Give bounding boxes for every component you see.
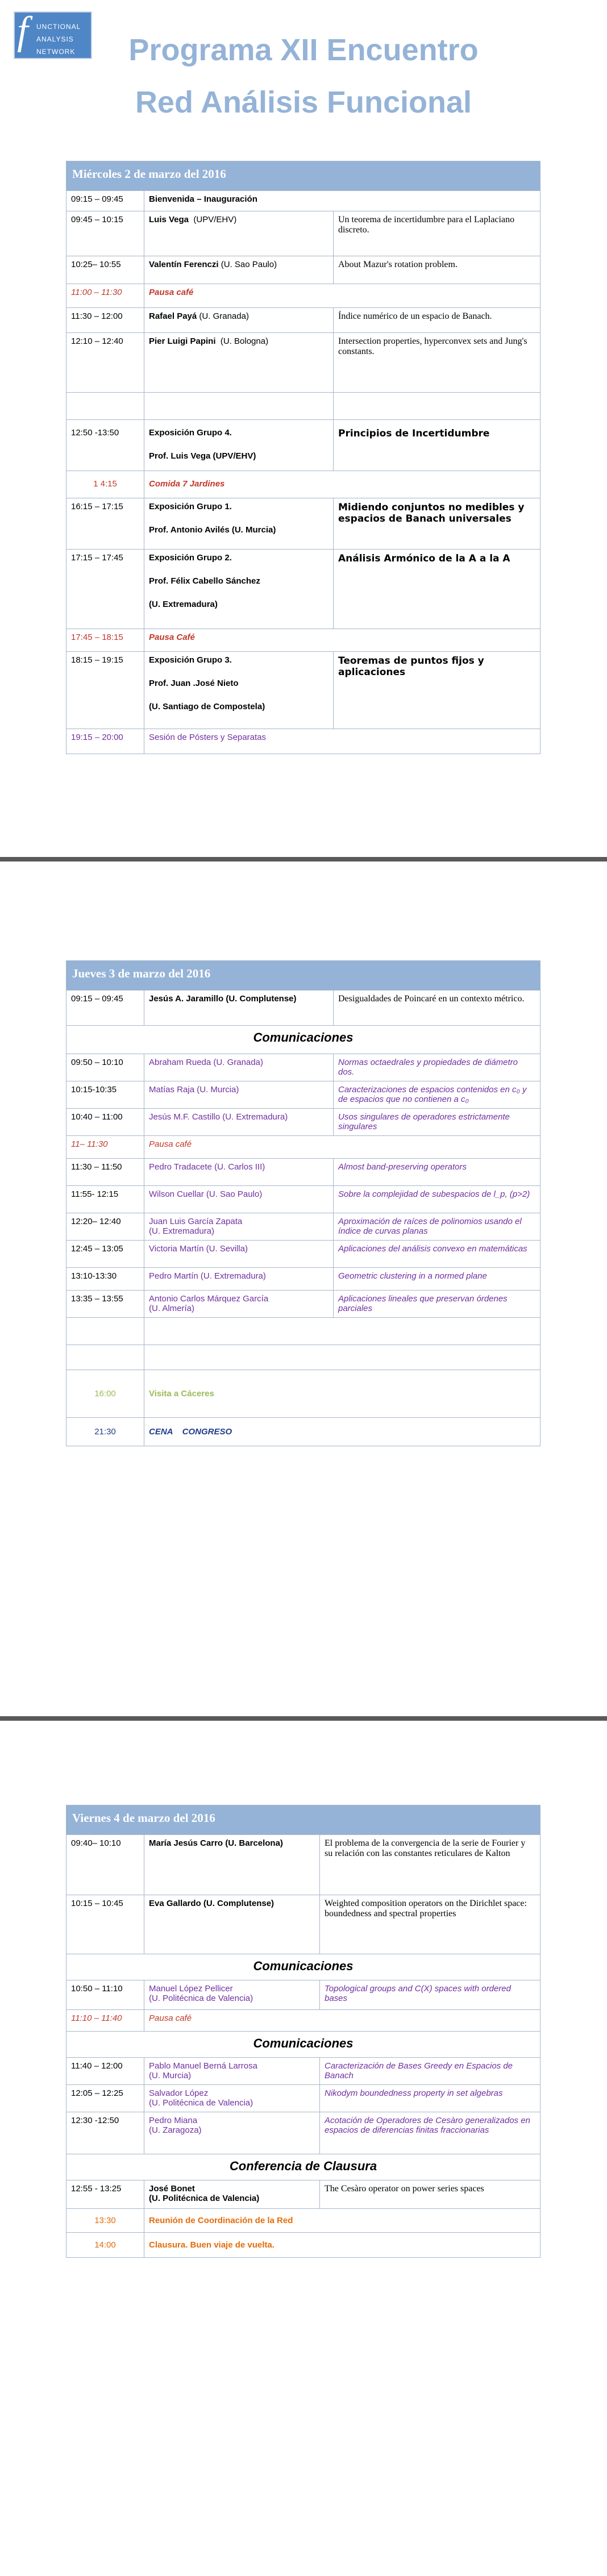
table-cell bbox=[144, 2058, 320, 2085]
table-cell: Midiendo conjuntos no medibles y espacios de Banach universales bbox=[334, 498, 541, 550]
text: (U. Extremadura) bbox=[149, 1226, 215, 1236]
table-cell: Análisis Armónico de la A a la A bbox=[334, 550, 541, 629]
table-cell bbox=[144, 1345, 541, 1370]
text: (UPV/EHV) bbox=[193, 215, 237, 224]
text: (U. Extremadura) bbox=[149, 600, 218, 609]
text: ANALYSIS bbox=[36, 35, 74, 43]
table-cell bbox=[144, 308, 334, 333]
table-row bbox=[66, 652, 541, 729]
table-row bbox=[66, 1186, 541, 1213]
table-cell: 11:30 – 12:00 bbox=[66, 308, 144, 333]
table-cell: 11:40 – 12:00 bbox=[66, 2058, 144, 2085]
table-cell: 19:15 – 20:00 bbox=[66, 729, 144, 754]
table-cell: Victoria Martín (U. Sevilla) bbox=[144, 1241, 334, 1268]
table-cell: Weighted composition operators on the Dirichlet space: boundedness and spectral properties bbox=[320, 1895, 541, 1954]
table-row bbox=[66, 1136, 541, 1159]
table-cell bbox=[144, 256, 334, 284]
text: (U. Bologna) bbox=[220, 336, 269, 346]
table-cell: 21:30 bbox=[66, 1418, 144, 1446]
table-cell bbox=[144, 420, 334, 471]
table-cell: Pausa Café bbox=[144, 629, 541, 652]
table-cell: 11:30 – 11:50 bbox=[66, 1159, 144, 1186]
table-row bbox=[66, 1054, 541, 1081]
section-heading: Conferencia de Clausura bbox=[66, 2154, 541, 2180]
table-cell: Wilson Cuellar (U. Sao Paulo) bbox=[144, 1186, 334, 1213]
table-cell: 09:45 – 10:15 bbox=[66, 211, 144, 256]
table-cell: 12:45 – 13:05 bbox=[66, 1241, 144, 1268]
table-cell bbox=[144, 2112, 320, 2154]
text: (U. Politécnica de Valencia) bbox=[149, 2098, 253, 2108]
text bbox=[66, 961, 541, 1446]
text: Pablo Manuel Berná Larrosa bbox=[149, 2061, 257, 2071]
page-separator bbox=[0, 857, 607, 862]
table-cell bbox=[144, 333, 334, 393]
table-cell: Jesús A. Jaramillo (U. Complutense) bbox=[144, 991, 334, 1026]
table-cell bbox=[144, 1980, 320, 2010]
text: Rafael Payá bbox=[149, 311, 197, 321]
text: Juan Luis García Zapata bbox=[149, 1217, 243, 1226]
table-cell: Topological groups and C(X) spaces with ordered bases bbox=[320, 1980, 541, 2010]
section-heading: Comunicaciones bbox=[66, 1954, 541, 1980]
table-cell: Normas octaedrales y propiedades de diámetro dos. bbox=[334, 1054, 541, 1081]
table-cell: Intersection properties, hyperconvex sets and Jung's constants. bbox=[334, 333, 541, 393]
day-header: Viernes 4 de marzo del 2016 bbox=[66, 1805, 541, 1835]
text: (U. Politécnica de Valencia) bbox=[149, 2194, 260, 2203]
table-row bbox=[66, 284, 541, 308]
table-row bbox=[66, 2010, 541, 2032]
table-cell: Bienvenida – Inauguración bbox=[144, 191, 541, 211]
table-cell: Aproximación de raíces de polinomios usando el índice de curvas planas bbox=[334, 1213, 541, 1241]
table-cell: Pedro Tradacete (U. Carlos III) bbox=[144, 1159, 334, 1186]
table-cell: 10:15 – 10:45 bbox=[66, 1895, 144, 1954]
table-cell bbox=[144, 1291, 334, 1318]
table-row bbox=[66, 1835, 541, 1895]
table-row bbox=[66, 333, 541, 393]
table-row bbox=[66, 1026, 541, 1054]
table-cell: Teoremas de puntos fijos y aplicaciones bbox=[334, 652, 541, 729]
text: (U. Sao Paulo) bbox=[221, 260, 277, 269]
table-cell: 11:00 – 11:30 bbox=[66, 284, 144, 308]
table-cell: Jesús M.F. Castillo (U. Extremadura) bbox=[144, 1109, 334, 1136]
table-cell: 12:10 – 12:40 bbox=[66, 333, 144, 393]
text: (U. Santiago de Compostela) bbox=[149, 702, 265, 711]
table-cell: About Mazur's rotation problem. bbox=[334, 256, 541, 284]
table-cell: El problema de la convergencia de la serie de Fourier y su relación con las constantes reticulares de Kalton bbox=[320, 1835, 541, 1895]
table-row bbox=[66, 991, 541, 1026]
table-row bbox=[66, 1109, 541, 1136]
table-cell: 12:50 -13:50 bbox=[66, 420, 144, 471]
page-title-line-1: Programa XII Encuentro bbox=[128, 33, 479, 67]
table-row bbox=[66, 1081, 541, 1109]
text: (U. Almería) bbox=[149, 1304, 195, 1313]
text: Prof. Luis Vega (UPV/EHV) bbox=[149, 451, 256, 461]
text: (U. Zaragoza) bbox=[149, 2125, 202, 2135]
table-row bbox=[66, 211, 541, 256]
table-cell: 17:15 – 17:45 bbox=[66, 550, 144, 629]
table-cell: 10:50 – 11:10 bbox=[66, 1980, 144, 2010]
table-cell: 11:55- 12:15 bbox=[66, 1186, 144, 1213]
table-cell: 1 4:15 bbox=[66, 471, 144, 498]
schedule-table-wednesday bbox=[66, 161, 541, 754]
text: Prof. Félix Cabello Sánchez bbox=[149, 576, 260, 586]
table-row bbox=[66, 2180, 541, 2209]
table-cell: 09:40– 10:10 bbox=[66, 1835, 144, 1895]
table-cell: 17:45 – 18:15 bbox=[66, 629, 144, 652]
table-cell: 12:05 – 12:25 bbox=[66, 2085, 144, 2112]
table-cell: 12:55 - 13:25 bbox=[66, 2180, 144, 2209]
table-row bbox=[66, 1268, 541, 1291]
table-row bbox=[66, 1980, 541, 2010]
table-cell bbox=[334, 393, 541, 420]
table-cell: Desigualdades de Poincaré en un contexto métrico. bbox=[334, 991, 541, 1026]
text: Exposición Grupo 3. bbox=[149, 655, 232, 665]
text: f bbox=[17, 9, 28, 53]
table-row bbox=[66, 1954, 541, 1980]
table-cell: Sobre la complejidad de subespacios de l_p, (p>2) bbox=[334, 1186, 541, 1213]
table-cell: Aplicaciones del análisis convexo en matemáticas bbox=[334, 1241, 541, 1268]
section-heading: Comunicaciones bbox=[66, 2032, 541, 2058]
table-row bbox=[66, 1291, 541, 1318]
text: UNCTIONAL bbox=[36, 23, 81, 31]
table-cell: Caracterización de Bases Greedy en Espacios de Banach bbox=[320, 2058, 541, 2085]
text: Prof. Juan .José Nieto bbox=[149, 679, 239, 688]
table-cell: Caracterizaciones de espacios contenidos en c₀ y de espacios que no contienen a c₀ bbox=[334, 1081, 541, 1109]
page-separator bbox=[0, 1716, 607, 1721]
table-cell: 09:15 – 09:45 bbox=[66, 991, 144, 1026]
schedule-table-friday bbox=[66, 1805, 541, 2258]
table-row bbox=[66, 191, 541, 211]
table-cell: 10:40 – 11:00 bbox=[66, 1109, 144, 1136]
table-cell: 10:25– 10:55 bbox=[66, 256, 144, 284]
table-cell: 11:10 – 11:40 bbox=[66, 2010, 144, 2032]
text: Valentín Ferenczi bbox=[149, 260, 219, 269]
table-row bbox=[66, 961, 541, 991]
table-cell: 16:00 bbox=[66, 1370, 144, 1418]
text: Exposición Grupo 4. bbox=[149, 428, 232, 438]
table-cell bbox=[66, 1345, 144, 1370]
text: NETWORK bbox=[36, 48, 76, 56]
text bbox=[66, 1805, 541, 2258]
table-cell: Pausa café bbox=[144, 2010, 541, 2032]
table-row bbox=[66, 729, 541, 754]
text: Exposición Grupo 1. bbox=[149, 502, 232, 511]
table-row bbox=[66, 1159, 541, 1186]
table-cell: 09:50 – 10:10 bbox=[66, 1054, 144, 1081]
table-cell bbox=[144, 2085, 320, 2112]
table-row bbox=[66, 2233, 541, 2258]
table-cell: Índice numérico de un espacio de Banach. bbox=[334, 308, 541, 333]
text: Pier Luigi Papini bbox=[149, 336, 216, 346]
text: Exposición Grupo 2. bbox=[149, 553, 232, 563]
table-cell: CENA CONGRESO bbox=[144, 1418, 541, 1446]
table-cell bbox=[66, 393, 144, 420]
text: (U. Politécnica de Valencia) bbox=[149, 1994, 253, 2003]
text: Luis Vega bbox=[149, 215, 189, 224]
table-cell: 13:35 – 13:55 bbox=[66, 1291, 144, 1318]
table-cell: Comida 7 Jardines bbox=[144, 471, 541, 498]
table-cell bbox=[144, 1318, 541, 1345]
table-cell: Sesión de Pósters y Separatas bbox=[144, 729, 541, 754]
day-header: Jueves 3 de marzo del 2016 bbox=[66, 961, 541, 991]
table-row bbox=[66, 161, 541, 191]
table-cell: Visita a Cáceres bbox=[144, 1370, 541, 1418]
table-row bbox=[66, 1418, 541, 1446]
table-cell: Nikodym boundedness property in set algebras bbox=[320, 2085, 541, 2112]
table-cell: 12:20– 12:40 bbox=[66, 1213, 144, 1241]
table-row bbox=[66, 1241, 541, 1268]
table-row bbox=[66, 2209, 541, 2233]
day-header: Miércoles 2 de marzo del 2016 bbox=[66, 161, 541, 191]
text: (U. Granada) bbox=[199, 311, 249, 321]
table-row-empty bbox=[66, 393, 541, 420]
table-cell: Clausura. Buen viaje de vuelta. bbox=[144, 2233, 541, 2258]
table-row bbox=[66, 308, 541, 333]
text: Pedro Miana bbox=[149, 2116, 198, 2125]
table-cell bbox=[144, 498, 334, 550]
table-cell: 16:15 – 17:15 bbox=[66, 498, 144, 550]
table-cell: 18:15 – 19:15 bbox=[66, 652, 144, 729]
table-cell: 09:15 – 09:45 bbox=[66, 191, 144, 211]
table-cell bbox=[66, 1318, 144, 1345]
table-cell: Un teorema de incertidumbre para el Laplaciano discreto. bbox=[334, 211, 541, 256]
schedule-table-thursday bbox=[66, 960, 541, 1446]
text: Prof. Antonio Avilés (U. Murcia) bbox=[149, 525, 276, 535]
table-row bbox=[66, 2154, 541, 2180]
table-row bbox=[66, 256, 541, 284]
text bbox=[66, 161, 541, 754]
page-2 bbox=[0, 862, 607, 1716]
table-cell: Principios de Incertidumbre bbox=[334, 420, 541, 471]
table-cell: 13:10-13:30 bbox=[66, 1268, 144, 1291]
table-row bbox=[66, 420, 541, 471]
table-cell: 13:30 bbox=[66, 2209, 144, 2233]
table-cell: The Cesàro operator on power series spaces bbox=[320, 2180, 541, 2209]
table-cell: Pedro Martín (U. Extremadura) bbox=[144, 1268, 334, 1291]
section-heading: Comunicaciones bbox=[66, 1026, 541, 1054]
table-row bbox=[66, 1895, 541, 1954]
text: Salvador López bbox=[149, 2088, 209, 2098]
page-title-line-2: Red Análisis Funcional bbox=[135, 85, 472, 119]
text: Antonio Carlos Márquez García bbox=[149, 1294, 269, 1304]
table-cell bbox=[144, 652, 334, 729]
table-cell: Abraham Rueda (U. Granada) bbox=[144, 1054, 334, 1081]
table-row-empty bbox=[66, 1318, 541, 1345]
table-cell: Reunión de Coordinación de la Red bbox=[144, 2209, 541, 2233]
table-row bbox=[66, 2058, 541, 2085]
table-row bbox=[66, 2112, 541, 2154]
table-cell bbox=[144, 393, 334, 420]
table-cell bbox=[144, 550, 334, 629]
text: José Bonet bbox=[149, 2184, 195, 2194]
table-row bbox=[66, 471, 541, 498]
table-cell bbox=[144, 2180, 320, 2209]
table-cell: Eva Gallardo (U. Complutense) bbox=[144, 1895, 320, 1954]
table-row bbox=[66, 498, 541, 550]
table-row bbox=[66, 1805, 541, 1835]
table-row-empty bbox=[66, 1345, 541, 1370]
page-1 bbox=[0, 0, 607, 857]
table-row bbox=[66, 629, 541, 652]
table-cell: 14:00 bbox=[66, 2233, 144, 2258]
table-row bbox=[66, 2085, 541, 2112]
table-cell: 11– 11:30 bbox=[66, 1136, 144, 1159]
table-cell: 12:30 -12:50 bbox=[66, 2112, 144, 2154]
table-cell: Pausa café bbox=[144, 284, 541, 308]
text: (U. Murcia) bbox=[149, 2071, 192, 2080]
table-row bbox=[66, 1213, 541, 1241]
table-row bbox=[66, 550, 541, 629]
table-cell: Usos singulares de operadores estrictamente singulares bbox=[334, 1109, 541, 1136]
table-row bbox=[66, 1370, 541, 1418]
table-cell: Almost band-preserving operators bbox=[334, 1159, 541, 1186]
table-cell: Acotación de Operadores de Cesàro generalizados en espacios de diferencias finitas fraccionarias bbox=[320, 2112, 541, 2154]
table-cell: Pausa café bbox=[144, 1136, 541, 1159]
table-cell: Matías Raja (U. Murcia) bbox=[144, 1081, 334, 1109]
table-cell: María Jesús Carro (U. Barcelona) bbox=[144, 1835, 320, 1895]
table-cell bbox=[144, 1213, 334, 1241]
table-cell bbox=[144, 211, 334, 256]
table-cell: 10:15-10:35 bbox=[66, 1081, 144, 1109]
table-cell: Aplicaciones lineales que preservan órdenes parciales bbox=[334, 1291, 541, 1318]
table-cell: Geometric clustering in a normed plane bbox=[334, 1268, 541, 1291]
table-row bbox=[66, 2032, 541, 2058]
text: Manuel López Pellicer bbox=[149, 1984, 233, 1994]
page-3 bbox=[0, 1721, 607, 2576]
